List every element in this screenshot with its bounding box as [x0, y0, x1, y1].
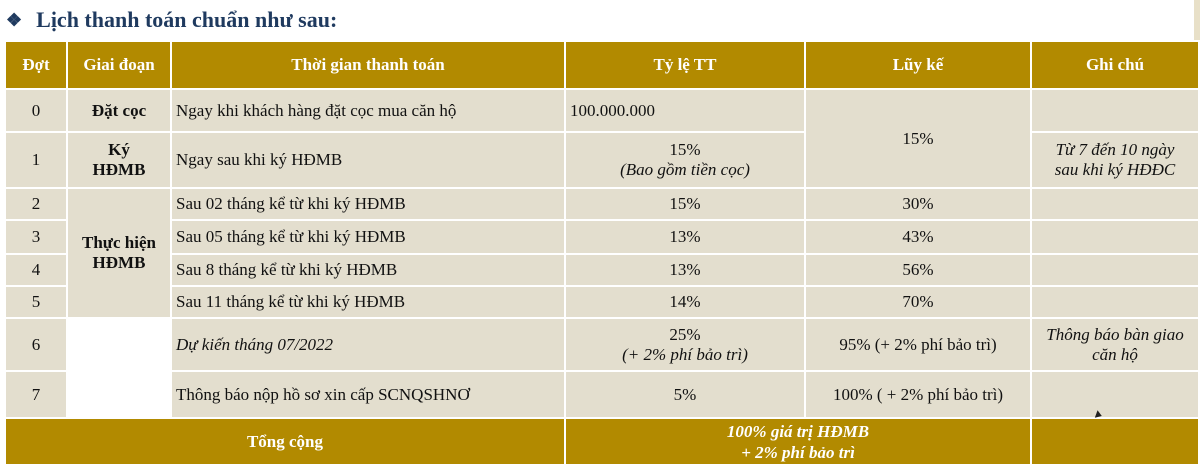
table-row	[5, 254, 1199, 286]
table-row	[5, 286, 1199, 318]
row-note	[1031, 132, 1199, 188]
stage-execution	[67, 188, 171, 318]
stage-sign-line1: Ký	[108, 140, 130, 159]
row-rate-note: (Bao gồm tiền cọc)	[620, 160, 750, 179]
header-rate: Tỷ lệ TT	[565, 41, 805, 89]
payment-schedule-table	[4, 40, 1200, 466]
stage-exec-line2: HĐMB	[92, 253, 146, 272]
row-time: Thông báo nộp hồ sơ xin cấp SCNQSHNƠ	[171, 371, 565, 418]
section-heading	[6, 0, 337, 40]
row-rate: 100.000.000	[565, 89, 805, 132]
row-dot: 2	[5, 188, 67, 220]
stage-sign	[67, 132, 171, 188]
row-time: Sau 05 tháng kể từ khi ký HĐMB	[171, 220, 565, 254]
row-note-line2: căn hộ	[1092, 344, 1138, 364]
diamond-bullet-icon: ❖	[6, 9, 23, 30]
row-time: Sau 11 tháng kể từ khi ký HĐMB	[171, 286, 565, 318]
row-time: Dự kiến tháng 07/2022	[171, 318, 565, 371]
row-time: Sau 8 tháng kể từ khi ký HĐMB	[171, 254, 565, 286]
row-dot: 1	[5, 132, 67, 188]
row-rate: 15%	[565, 188, 805, 220]
stage-deposit: Đặt cọc	[67, 89, 171, 132]
row-dot: 4	[5, 254, 67, 286]
row-note-empty	[1031, 188, 1199, 220]
total-value-line1: 100% giá trị HĐMB	[726, 421, 870, 441]
row-note	[1031, 318, 1199, 371]
row-note-empty	[1031, 371, 1199, 418]
row-note-empty	[1031, 286, 1199, 318]
table-row	[5, 371, 1199, 418]
row-rate-value: 15%	[669, 140, 701, 159]
stage-blank	[67, 318, 171, 418]
total-value	[565, 418, 1031, 465]
row-cumulative: 70%	[805, 286, 1031, 318]
row-note-empty	[1031, 89, 1199, 132]
row-time: Ngay sau khi ký HĐMB	[171, 132, 565, 188]
row-dot: 7	[5, 371, 67, 418]
row-cumulative: 100% ( + 2% phí bảo trì)	[805, 371, 1031, 418]
stage-sign-line2: HĐMB	[92, 160, 146, 179]
stage-exec-line1: Thực hiện	[82, 233, 156, 252]
row-dot: 0	[5, 89, 67, 132]
table-row	[5, 188, 1199, 220]
row-note-empty	[1031, 254, 1199, 286]
section-heading-text: Lịch thanh toán chuẩn như sau:	[36, 7, 338, 32]
row-rate	[565, 132, 805, 188]
row-time: Sau 02 tháng kể từ khi ký HĐMB	[171, 188, 565, 220]
decorative-edge	[1194, 0, 1200, 40]
row-rate: 13%	[565, 254, 805, 286]
row-rate	[565, 318, 805, 371]
row-note-line2: sau khi ký HĐĐC	[1054, 160, 1176, 179]
row-note-empty	[1031, 220, 1199, 254]
row-note-line1: Thông báo bàn giao	[1046, 324, 1184, 344]
total-note-empty	[1031, 418, 1199, 465]
table-header-row	[5, 41, 1199, 89]
header-note: Ghi chú	[1031, 41, 1199, 89]
table-row	[5, 318, 1199, 371]
header-stage: Giai đoạn	[67, 41, 171, 89]
row-rate: 14%	[565, 286, 805, 318]
row-time: Ngay khi khách hàng đặt cọc mua căn hộ	[171, 89, 565, 132]
total-label: Tổng cộng	[5, 418, 565, 465]
table-row	[5, 89, 1199, 132]
header-dot: Đợt	[5, 41, 67, 89]
row-rate: 5%	[565, 371, 805, 418]
cumulative-rows-0-1: 15%	[805, 89, 1031, 188]
header-cumulative: Lũy kế	[805, 41, 1031, 89]
header-payment-time: Thời gian thanh toán	[171, 41, 565, 89]
table-row	[5, 220, 1199, 254]
row-cumulative: 56%	[805, 254, 1031, 286]
row-note-line1: Từ 7 đến 10 ngày	[1055, 140, 1175, 159]
row-cumulative: 30%	[805, 188, 1031, 220]
total-row	[5, 418, 1199, 465]
row-rate-value: 25%	[669, 324, 701, 344]
row-dot: 3	[5, 220, 67, 254]
row-cumulative: 95% (+ 2% phí bảo trì)	[805, 318, 1031, 371]
row-rate: 13%	[565, 220, 805, 254]
row-rate-note: (+ 2% phí bảo trì)	[622, 344, 748, 364]
row-dot: 6	[5, 318, 67, 371]
row-cumulative: 43%	[805, 220, 1031, 254]
row-dot: 5	[5, 286, 67, 318]
total-value-line2: + 2% phí bảo trì	[741, 442, 855, 462]
